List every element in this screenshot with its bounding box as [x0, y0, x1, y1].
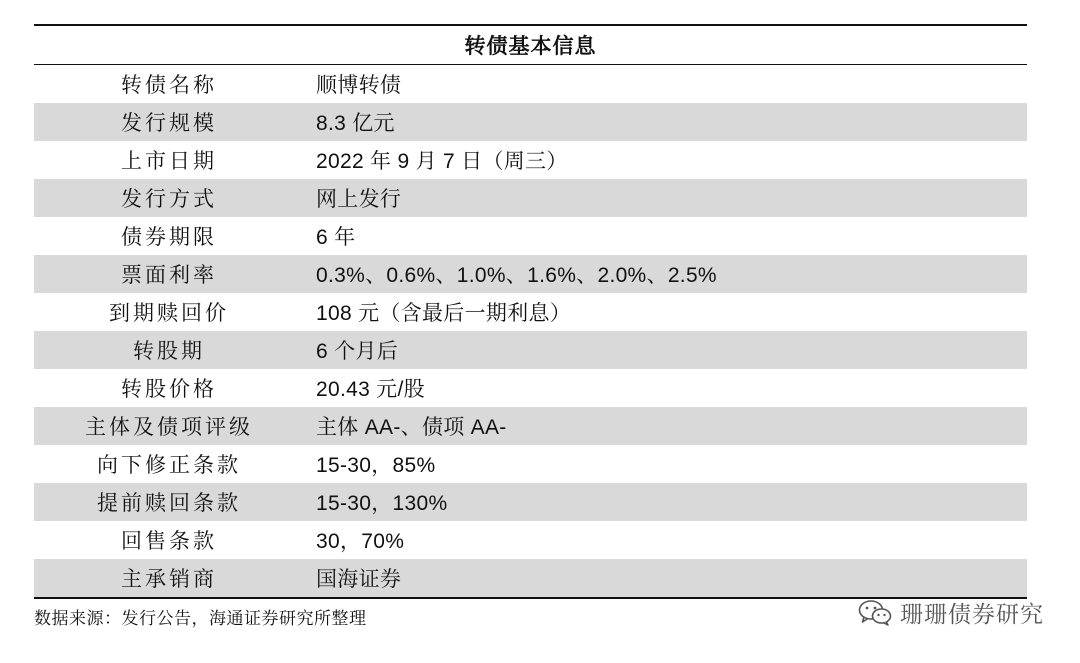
table-row [34, 331, 1027, 369]
source-note: 数据来源：发行公告，海通证券研究所整理 [34, 609, 367, 629]
table-row [34, 293, 1027, 331]
table-row [34, 65, 1027, 103]
table-row [34, 369, 1027, 407]
row-label: 向下修正条款 [97, 453, 241, 477]
row-label: 回售条款 [121, 529, 217, 553]
wechat-icon [858, 599, 892, 627]
row-value: 6 个月后 [316, 340, 399, 363]
table-row [34, 103, 1027, 141]
row-label: 上市日期 [121, 149, 217, 173]
row-value: 15-30，85% [316, 454, 436, 477]
row-label: 转股价格 [121, 377, 217, 401]
row-label: 主体及债项评级 [85, 415, 253, 439]
row-label: 票面利率 [121, 263, 217, 287]
row-label: 提前赎回条款 [97, 491, 241, 515]
bond-info-table [34, 24, 1027, 599]
row-value: 15-30，130% [316, 492, 448, 515]
row-value: 2022 年 9 月 7 日（周三） [316, 150, 568, 173]
row-value: 6 年 [316, 226, 356, 249]
table-body [34, 65, 1027, 597]
row-value: 8.3 亿元 [316, 112, 395, 135]
row-label: 主承销商 [121, 567, 217, 591]
row-label: 发行方式 [121, 187, 217, 211]
watermark-text: 珊珊债券研究 [900, 602, 1044, 628]
table-row [34, 255, 1027, 293]
table-title: 转债基本信息 [34, 24, 1027, 65]
row-value: 20.43 元/股 [316, 378, 425, 401]
row-label: 转股期 [133, 339, 205, 363]
row-label: 转债名称 [121, 73, 217, 97]
row-value: 顺博转债 [316, 74, 402, 97]
table-row [34, 559, 1027, 597]
watermark [858, 596, 1044, 629]
row-value: 108 元（含最后一期利息） [316, 302, 572, 325]
row-label: 债券期限 [121, 225, 217, 249]
table-row [34, 521, 1027, 559]
row-value: 30，70% [316, 530, 405, 553]
table-row [34, 483, 1027, 521]
table-row [34, 407, 1027, 445]
row-label: 发行规模 [121, 111, 217, 135]
row-value: 网上发行 [316, 188, 402, 211]
table-row [34, 217, 1027, 255]
row-value: 0.3%、0.6%、1.0%、1.6%、2.0%、2.5% [316, 264, 717, 287]
row-value: 主体 AA-、债项 AA- [316, 416, 507, 439]
row-value: 国海证券 [316, 568, 402, 591]
table-row [34, 445, 1027, 483]
table-row [34, 179, 1027, 217]
row-label: 到期赎回价 [109, 301, 229, 325]
table-row [34, 141, 1027, 179]
